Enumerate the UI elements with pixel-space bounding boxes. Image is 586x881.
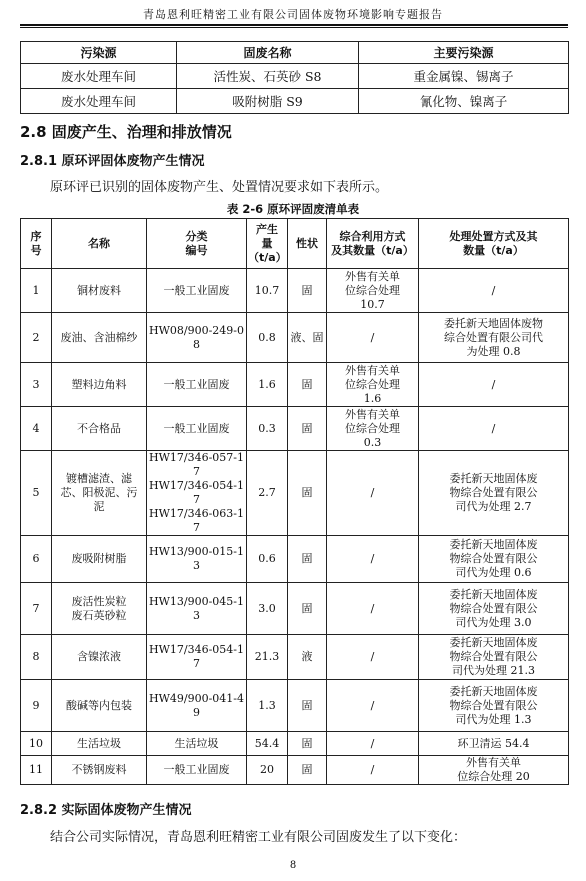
- waste-cell-text: 铜材废料: [77, 283, 121, 297]
- waste-header-text: 名称: [88, 236, 110, 250]
- waste-cell: [419, 407, 569, 451]
- section-2-8-2-title: 2.8.2 实际固体废物产生情况: [20, 803, 192, 818]
- waste-cell-text: 固: [301, 283, 313, 297]
- waste-cell: [52, 680, 147, 732]
- waste-cell-text: 9: [32, 698, 40, 712]
- waste-cell: [288, 407, 327, 451]
- waste-cell-text: HW17/346-054-1 7: [148, 643, 245, 670]
- waste-table-row: [21, 756, 569, 785]
- waste-table-row: [21, 635, 569, 680]
- waste-cell: [52, 756, 147, 785]
- waste-cell-text: 固: [301, 698, 313, 712]
- waste-cell-text: 0.3: [258, 421, 276, 435]
- waste-cell: [419, 269, 569, 313]
- waste-cell-text: 委托新天地固体废 物综合处置有限公 司代为处理 2.7: [449, 472, 538, 513]
- waste-cell: [247, 635, 288, 680]
- pollutant-header-cell: 固废名称: [177, 42, 359, 64]
- pollutant-cell: 活性炭、石英砂 S8: [177, 64, 359, 89]
- waste-cell-text: 1.6: [258, 377, 276, 391]
- waste-cell: [52, 363, 147, 407]
- waste-cell-text: /: [491, 377, 496, 391]
- waste-cell-text: 固: [301, 601, 313, 615]
- section-2-8-1-paragraph: 原环评已识别的固体废物产生、处置情况要求如下表所示。: [50, 180, 389, 195]
- waste-header-cell: [52, 219, 147, 269]
- waste-table-row: [21, 732, 569, 756]
- section-2-8-2-paragraph: 结合公司实际情况，青岛恩利旺精密工业有限公司固废发生了以下变化：: [50, 830, 467, 845]
- waste-cell-text: 液、固: [290, 330, 324, 344]
- pollutant-cell: 氰化物、镍离子: [359, 89, 569, 114]
- waste-table-row: [21, 407, 569, 451]
- waste-cell-text: 11: [29, 763, 43, 776]
- waste-cell-text: /: [370, 650, 375, 663]
- waste-cell-text: 1.3: [258, 698, 276, 712]
- waste-table-row: [21, 680, 569, 732]
- waste-cell-text: /: [370, 763, 375, 776]
- waste-cell-text: 委托新天地固体废 物综合处置有限公 司代为处理 0.6: [449, 538, 538, 579]
- waste-cell: [247, 313, 288, 363]
- waste-cell: [327, 756, 419, 785]
- waste-cell-text: 4: [32, 421, 40, 435]
- waste-cell-text: /: [370, 736, 375, 750]
- waste-cell-text: 生活垃圾: [77, 736, 121, 750]
- waste-cell-text: 酸碱等内包装: [66, 698, 132, 712]
- waste-cell-text: 镀槽滤渣、滤 芯、阳极泥、污 泥: [60, 472, 138, 513]
- waste-table-row: [21, 583, 569, 635]
- pollutant-header-cell: 污染源: [21, 42, 177, 64]
- waste-cell-text: 废油、含油棉纱: [60, 330, 138, 344]
- waste-cell: [327, 680, 419, 732]
- waste-cell-text: 外售有关单 位综合处理 10.7: [345, 269, 400, 311]
- waste-header-text: 性状: [296, 236, 318, 250]
- waste-cell: [21, 583, 52, 635]
- waste-cell-text: 1: [32, 283, 40, 297]
- waste-cell: [419, 363, 569, 407]
- waste-cell: [419, 756, 569, 785]
- waste-cell-text: 塑料边角料: [71, 377, 127, 391]
- waste-cell: [247, 451, 288, 536]
- waste-cell-text: 固: [301, 486, 313, 499]
- waste-cell-text: /: [370, 552, 375, 565]
- waste-cell: [52, 451, 147, 536]
- waste-cell: [288, 680, 327, 732]
- waste-cell: [327, 363, 419, 407]
- waste-cell-text: 委托新天地固体废 物综合处置有限公 司代为处理 21.3: [449, 636, 538, 677]
- waste-cell: [52, 583, 147, 635]
- waste-cell: [327, 536, 419, 583]
- waste-cell: [52, 313, 147, 363]
- waste-cell-text: 10.7: [254, 283, 280, 297]
- waste-cell-text: 0.8: [258, 330, 276, 344]
- waste-cell-text: 外售有关单 位综合处理 1.6: [345, 363, 400, 405]
- waste-cell-text: 2: [32, 330, 40, 344]
- waste-header-cell: [21, 219, 52, 269]
- waste-cell-text: 20: [260, 763, 274, 776]
- waste-cell: [21, 269, 52, 313]
- waste-cell-text: 外售有关单 位综合处理 20: [457, 756, 530, 783]
- waste-cell: [247, 583, 288, 635]
- waste-header-cell: [147, 219, 247, 269]
- waste-cell: [288, 635, 327, 680]
- waste-cell: [52, 407, 147, 451]
- section-2-8-1-title: 2.8.1 原环评固体废物产生情况: [20, 154, 205, 169]
- waste-table-row: [21, 269, 569, 313]
- waste-cell: [21, 313, 52, 363]
- waste-cell: [247, 756, 288, 785]
- waste-cell: [147, 536, 247, 583]
- waste-cell: [419, 680, 569, 732]
- waste-cell: [21, 407, 52, 451]
- section-2-8-title: 2.8 固废产生、治理和排放情况: [20, 123, 232, 141]
- waste-cell-text: HW49/900-041-4 9: [148, 691, 245, 719]
- waste-table-row: [21, 451, 569, 536]
- waste-header-cell: [247, 219, 288, 269]
- waste-cell: [52, 536, 147, 583]
- waste-cell: [327, 269, 419, 313]
- waste-cell-text: /: [491, 283, 496, 297]
- waste-cell: [147, 407, 247, 451]
- waste-header-text: 序 号: [30, 229, 42, 257]
- waste-cell-text: 5: [32, 486, 40, 499]
- waste-cell: [327, 313, 419, 363]
- waste-cell: [288, 451, 327, 536]
- waste-cell-text: 外售有关单 位综合处理 0.3: [345, 407, 400, 449]
- waste-cell: [147, 635, 247, 680]
- waste-cell: [21, 680, 52, 732]
- waste-cell-text: 固: [301, 736, 313, 750]
- waste-cell-text: 3.0: [258, 601, 276, 615]
- waste-header-text: 处理处置方式及其 数量（t/a）: [449, 229, 538, 257]
- waste-cell: [288, 269, 327, 313]
- waste-cell-text: 54.4: [254, 736, 280, 750]
- waste-cell-text: 8: [32, 650, 40, 663]
- waste-cell-text: HW13/900-045-1 3: [148, 594, 245, 622]
- waste-table-row: [21, 313, 569, 363]
- waste-cell: [21, 732, 52, 756]
- waste-cell-text: HW17/346-057-1 7 HW17/346-054-1 7 HW17/346-063-1 7: [148, 451, 245, 534]
- waste-cell: [419, 732, 569, 756]
- waste-cell: [21, 635, 52, 680]
- waste-cell: [147, 583, 247, 635]
- waste-cell-text: 10: [29, 736, 43, 750]
- waste-cell: [327, 635, 419, 680]
- waste-cell-text: 2.7: [258, 486, 276, 499]
- waste-cell: [327, 407, 419, 451]
- pollutant-table-row: [21, 64, 569, 89]
- header-rule-thin: [20, 27, 568, 28]
- waste-cell-text: 固: [301, 763, 313, 776]
- waste-cell: [147, 313, 247, 363]
- waste-cell: [288, 313, 327, 363]
- waste-cell: [247, 363, 288, 407]
- waste-cell-text: 7: [32, 601, 40, 615]
- waste-cell: [247, 680, 288, 732]
- waste-cell: [247, 269, 288, 313]
- waste-cell: [419, 313, 569, 363]
- waste-cell-text: 废活性炭粒 废石英砂粒: [71, 594, 127, 622]
- waste-cell: [419, 635, 569, 680]
- waste-cell: [419, 536, 569, 583]
- waste-cell-text: /: [370, 486, 375, 499]
- waste-cell-text: /: [370, 330, 375, 344]
- waste-cell-text: /: [370, 698, 375, 712]
- waste-cell-text: /: [491, 421, 496, 435]
- waste-cell: [419, 583, 569, 635]
- waste-cell-text: 液: [301, 650, 313, 663]
- waste-cell: [21, 536, 52, 583]
- waste-cell-text: HW13/900-015-1 3: [148, 545, 245, 572]
- waste-cell-text: 委托新天地固体废物 综合处置有限公司代 为处理 0.8: [444, 316, 543, 358]
- table-caption: 表 2-6 原环评固废清单表: [226, 202, 360, 216]
- waste-cell: [327, 583, 419, 635]
- waste-cell-text: 0.6: [258, 552, 276, 565]
- waste-cell-text: /: [370, 601, 375, 615]
- waste-cell: [288, 756, 327, 785]
- waste-cell-text: 固: [301, 377, 313, 391]
- waste-cell-text: 不合格品: [77, 421, 121, 435]
- waste-cell: [52, 732, 147, 756]
- header-rule: [20, 24, 568, 26]
- waste-table-row: [21, 536, 569, 583]
- waste-cell-text: 委托新天地固体废 物综合处置有限公 司代为处理 3.0: [449, 587, 538, 629]
- pollutant-table: [20, 41, 569, 114]
- waste-cell: [288, 583, 327, 635]
- waste-cell-text: HW08/900-249-0 8: [148, 323, 245, 351]
- waste-cell: [288, 363, 327, 407]
- waste-cell: [147, 680, 247, 732]
- waste-header-cell: [419, 219, 569, 269]
- waste-table: [20, 218, 569, 785]
- waste-cell-text: 一般工业固废: [163, 377, 230, 391]
- waste-cell-text: 生活垃圾: [174, 736, 219, 750]
- waste-cell-text: 21.3: [254, 650, 280, 663]
- waste-cell: [147, 269, 247, 313]
- waste-cell: [21, 451, 52, 536]
- waste-cell: [21, 363, 52, 407]
- waste-cell: [327, 732, 419, 756]
- pollutant-cell: 废水处理车间: [21, 89, 177, 114]
- waste-cell: [147, 732, 247, 756]
- pollutant-table-row: [21, 89, 569, 114]
- waste-cell: [247, 407, 288, 451]
- pollutant-cell: 吸附树脂 S9: [177, 89, 359, 114]
- pollutant-cell: 重金属镍、锡离子: [359, 64, 569, 89]
- waste-cell-text: 固: [301, 552, 313, 565]
- waste-header-cell: [327, 219, 419, 269]
- waste-header-text: 综合利用方式 及其数量（t/a）: [331, 229, 414, 257]
- page-header: 青岛恩利旺精密工业有限公司固体废物环境影响专题报告: [143, 8, 443, 21]
- waste-cell: [247, 732, 288, 756]
- waste-cell: [147, 756, 247, 785]
- waste-header-cell: [288, 219, 327, 269]
- waste-cell-text: 环卫清运 54.4: [457, 736, 530, 750]
- waste-cell-text: 一般工业固废: [163, 421, 230, 435]
- waste-cell: [288, 732, 327, 756]
- waste-cell: [21, 756, 52, 785]
- pollutant-header-cell: 主要污染源: [359, 42, 569, 64]
- waste-cell: [327, 451, 419, 536]
- waste-cell: [419, 451, 569, 536]
- waste-cell-text: 委托新天地固体废 物综合处置有限公 司代为处理 1.3: [449, 684, 538, 726]
- page-number: 8: [289, 860, 297, 871]
- waste-cell: [247, 536, 288, 583]
- waste-cell-text: 废吸附树脂: [71, 552, 127, 565]
- waste-cell: [52, 635, 147, 680]
- waste-header-text: 产生 量 （t/a）: [248, 222, 287, 264]
- waste-cell: [52, 269, 147, 313]
- waste-cell-text: 含镍浓液: [77, 650, 121, 663]
- pollutant-cell: 废水处理车间: [21, 64, 177, 89]
- waste-cell-text: 固: [301, 421, 313, 435]
- waste-table-row: [21, 363, 569, 407]
- waste-cell: [288, 536, 327, 583]
- waste-header-text: 分类 编号: [185, 229, 208, 257]
- waste-cell-text: 不锈钢废料: [71, 763, 127, 776]
- waste-cell: [147, 451, 247, 536]
- waste-cell-text: 一般工业固废: [163, 763, 230, 776]
- waste-cell-text: 3: [32, 377, 40, 391]
- waste-cell-text: 6: [32, 552, 40, 565]
- waste-cell-text: 一般工业固废: [163, 283, 230, 297]
- waste-cell: [147, 363, 247, 407]
